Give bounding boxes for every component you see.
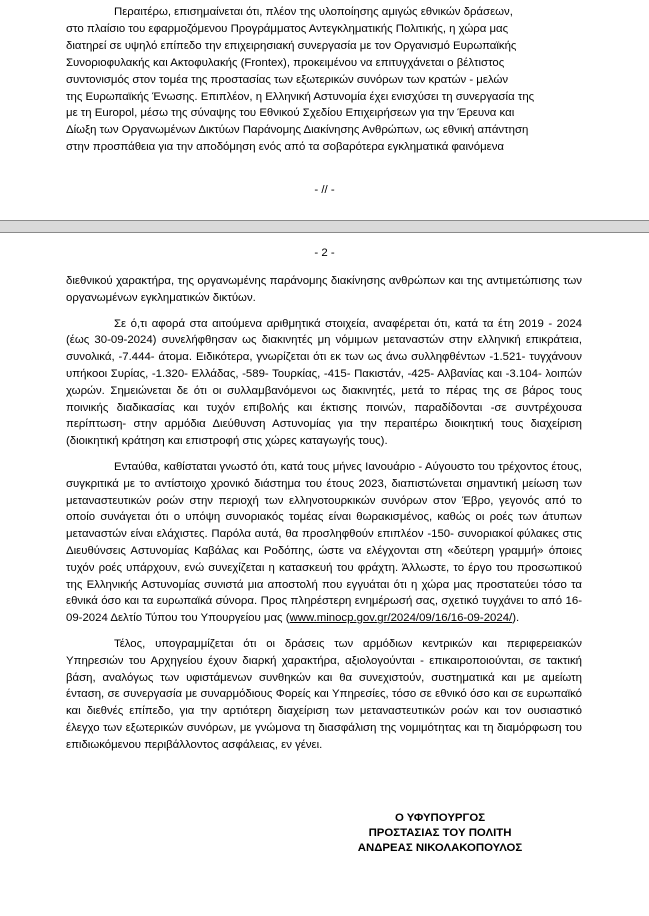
page-separator — [0, 221, 649, 233]
paragraph-border-flows: Ενταύθα, καθίσταται γνωστό ότι, κατά τους μήνες Ιανουάριο - Αύγουστο του τρέχοντος έτους, συγκριτικά με το αντίστοιχο χρονικό διάστημα του έτους 2023, διαπιστώνεται σημαντική μείωση των μεταναστευτικών ροών στην περιοχή των ελληνοτουρκικών συνόρων στον Έβρο, γεγονός από το οποίο συνάγεται ότι ο υπόψη συνοριακός τομέας είναι θωρακισμένος, καθώς οι ροές των άτυπων μεταναστών είναι ελάχιστες. Παρόλα αυτά, θα προσληφθούν επιπλέον -150- συνοριακοί φύλακες στις Διευθύνσεις Αστυνομίας Καβάλας και Ροδόπης, ώστε να ελέγχονται στη «δεύτερη γραμμή» όποιες τυχόν ροές υπάρχουν, ενώ συνεχίζεται η κατασκευή του φράχτη. Άλλωστε, το έργο του προσωπικού της Ελληνικής Αστυνομίας συνιστά μια αποστολή που εγγυάται ότι η χώρα μας προστατεύει τόσο τα εθνικά όσο και τα ευρωπαϊκά σύνορα. Προς πληρέστερη ενημέρωσή σας, σχετικό τυγχάνει το από 16-09-2024 Δελτίο Τύπου του Υπουργείου μας (www.minocp.gov.gr/2024/09/16/16-09-2024/). — [66, 460, 582, 625]
page-end-marker: - // - — [314, 184, 335, 196]
paragraph-continuation: διεθνικού χαρακτήρα, της οργανωμένης παράνομης διακίνησης ανθρώπων και της αντιμετώπισης των οργανωμένων εγκληματικών δικτύων. — [66, 275, 582, 304]
press-release-link[interactable]: www.minocp.gov.gr/2024/09/16/16-09-2024/ — [289, 612, 513, 625]
text-line: Δίωξη των Οργανωμένων Δικτύων Παράνομης Διακίνησης Ανθρώπων, ως εθνική απάντηση — [66, 124, 529, 137]
page-1-paragraph — [66, 4, 582, 156]
page-number: - 2 - — [314, 247, 335, 259]
signature-block — [320, 811, 560, 856]
text-line: με τη Europol, μέσω της σύναψης του Εθνικού Σχεδίου Επιχειρήσεων για την Έρευνα και — [66, 107, 515, 120]
signature-title: Ο ΥΦΥΠΟΥΡΓΟΣ — [394, 812, 486, 824]
text-line: διατηρεί σε υψηλό επίπεδο την επιχειρησιακή συνεργασία με τον Οργανισμό Ευρωπαϊκής — [66, 39, 517, 52]
signature-name: ΑΝΔΡΕΑΣ ΝΙΚΟΛΑΚΟΠΟΥΛΟΣ — [357, 842, 523, 854]
signature-ministry: ΠΡΟΣΤΑΣΙΑΣ ΤΟΥ ΠΟΛΙΤΗ — [368, 827, 512, 839]
text-line: συντονισμός στον τομέα της προστασίας των εξωτερικών συνόρων των κρατών - μελών — [66, 73, 509, 86]
text-line: Συνοριοφυλακής και Ακτοφυλακής (Frontex), προκειμένου να επιτυγχάνεται ο βέλτιστος — [66, 56, 505, 69]
text-line: στην προσπάθεια για την αποδόμηση ενός από τα σοβαρότερα εγκληματικά φαινόμενα — [66, 141, 504, 154]
text-line: στο πλαίσιο του εφαρμοζόμενου Προγράμματος Αντεγκληματικής Πολιτικής, η χώρα μας — [66, 22, 509, 35]
paragraph-statistics: Σε ό,τι αφορά στα αιτούμενα αριθμητικά στοιχεία, αναφέρεται ότι, κατά τα έτη 2019 - 2024 (έως 30-09-2024) συνελήφθησαν ως διακινητές μη νόμιμων μεταναστών στην ελληνική επικράτεια, συνολικά, -7.444- άτομα. Ειδικότερα, γνωρίζεται ότι εκ των ως άνω συλληφθέντων -1.521- τυγχάνουν υπήκοοι Συρίας, -1.320- Ελλάδας, -589- Τουρκίας, -415- Πακιστάν, -425- Αλβανίας και -3.104- λοιπών χωρών. Σημειώνεται δε ότι οι συλλαμβανόμενοι ως διακινητές, μετά το πέρας της σε βάρος τους ποινικής διαδικασίας και τυχόν επιβολής και έκτισης ποινών, παραδίδονται -σε συντρέχουσα περίπτωση- στην αρμόδια Διεύθυνση Αστυνομίας για την περαιτέρω διοικητική τους διαχείριση (διοικητική κράτηση και επιστροφή στις χώρες καταγωγής τους). — [66, 317, 582, 448]
text-line: Περαιτέρω, επισημαίνεται ότι, πλέον της υλοποίησης αμιγώς εθνικών δράσεων, — [114, 6, 513, 18]
text-line: της Ευρωπαϊκής Ένωσης. Επιπλέον, η Ελληνική Αστυνομία έχει ενισχύσει τη συνεργασία της — [66, 90, 535, 103]
page-1 — [0, 0, 649, 221]
page-2-body — [66, 273, 582, 754]
page-2 — [0, 233, 649, 916]
paragraph-border-flows-text: Ενταύθα, καθίσταται γνωστό ότι, κατά τους μήνες Ιανουάριο - Αύγουστο του τρέχοντος έτους, συγκριτικά με το αντίστοιχο χρονικό διάστημα του έτους 2023, διαπιστώνεται σημαντική μείωση των μεταναστευτικών ροών στην περιοχή των ελληνοτουρκικών συνόρων στον Έβρο, γεγονός από το οποίο συνάγεται ότι ο υπόψη συνοριακός τομέας είναι θωρακισμένος, καθώς οι ροές των άτυπων μεταναστών είναι ελάχιστες. Παρόλα αυτά, θα προσληφθούν επιπλέον -150- συνοριακοί φύλακες στις Διευθύνσεις Αστυνομίας Καβάλας και Ροδόπης, ώστε να ελέγχονται στη «δεύτερη γραμμή» όποιες τυχόν ροές υπάρχουν, ενώ συνεχίζεται η κατασκευή του φράχτη. Άλλωστε, το έργο του προσωπικού της Ελληνικής Αστυνομίας συνιστά μια αποστολή που εγγυάται ότι η χώρα μας προστατεύει τόσο τα εθνικά όσο και τα ευρωπαϊκά σύνορα. Προς πληρέστερη ενημέρωσή σας, σχετικό τυγχάνει το από 16-09-2024 Δελτίο Τύπου του Υπουργείου μας — [66, 460, 582, 625]
paragraph-conclusion: Τέλος, υπογραμμίζεται ότι οι δράσεις των αρμόδιων κεντρικών και περιφερειακών Υπηρεσιών του Αρχηγείου έχουν διαρκή χαρακτήρα, αξιολογούνται - επικαιροποιούνται, σε τακτική βάση, αναλόγως των υφιστάμενων συνθηκών και θα συνεχιστούν, συστηματικά και με αμείωτη ένταση, σε συνεργασία με συναρμόδιους Φορείς και Υπηρεσίες, τόσο σε εθνικό όσο και σε ευρωπαϊκό και διεθνές επίπεδο, για την αρτιότερη διαχείριση των μεταναστευτικών ροών και τον ουσιαστικό έλεγχο των εξωτερικών συνόρων, με γνώμονα τη διασφάλιση της νομιμότητας και τη διαμόρφωση του επιδιωκόμενου περιβάλλοντος ασφάλειας, εν γένει. — [66, 637, 582, 751]
